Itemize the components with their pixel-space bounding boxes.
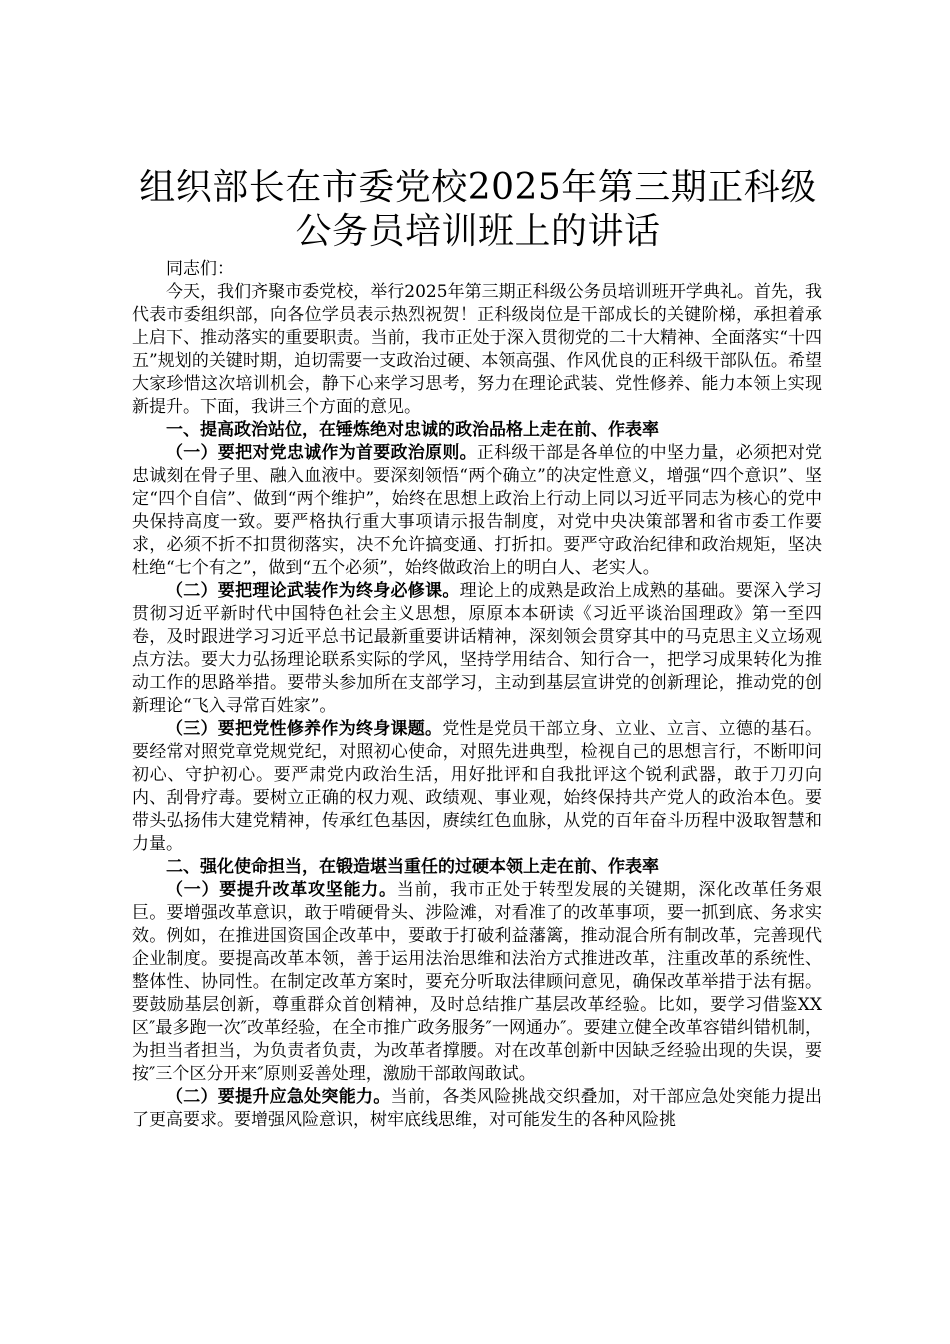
paragraph-text: 当前，各类风险挑战交织叠加，对干部应急处突能力提出了更高要求。要增强风险意识，树牢底线思维，对可能发生的各种风险挑 bbox=[132, 1087, 823, 1130]
section-1-heading: 一、提高政治站位，在锤炼绝对忠诚的政治品格上走在前、作表率 bbox=[166, 420, 659, 440]
document-body bbox=[132, 258, 822, 1132]
section-1-paragraph-3 bbox=[132, 718, 822, 856]
section-1-paragraph-1 bbox=[132, 442, 822, 580]
paragraph-text: 党性是党员干部立身、立业、立言、立德的基石。要经常对照党章党规党纪，对照初心使命，对照先进典型，检视自己的思想言行，不断叩问初心、守护初心。要严肃党内政治生活，用好批评和自我批评这个锐利武器，敢于刀刃向内、刮骨疗毒。要树立正确的权力观、政绩观、事业观，始终保持共产党人的政治本色。要带头弘扬伟大建党精神，传承红色基因，赓续红色血脉，从党的百年奋斗历程中汲取智慧和力量。 bbox=[132, 719, 823, 854]
paragraph-lead: （一）要把对党忠诚作为首要政治原则。 bbox=[166, 443, 477, 463]
intro-paragraph: 今天，我们齐聚市委党校，举行2025年第三期正科级公务员培训班开学典礼。首先，我代表市委组织部，向各位学员表示热烈祝贺！正科级岗位是干部成长的关键阶梯，承担着承上启下、推动落实的重要职责。当前，我市正处于深入贯彻党的二十大精神、全面落实“十四五”规划的关键时期，迫切需要一支政治过硬、本领高强、作风优良的正科级干部队伍。希望大家珍惜这次培训机会，静下心来学习思考，努力在理论武装、党性修养、能力本领上实现新提升。下面，我讲三个方面的意见。 bbox=[132, 282, 822, 417]
section-1-paragraph-2 bbox=[132, 580, 822, 718]
paragraph-lead: （二）要提升应急处突能力。 bbox=[166, 1087, 391, 1107]
document-title: 组织部长在市委党校2025年第三期正科级公务员培训班上的讲话 bbox=[139, 167, 817, 252]
paragraph-lead: （三）要把党性修养作为终身课题。 bbox=[166, 719, 443, 739]
paragraph-text: 理论上的成熟是政治上成熟的基础。要深入学习贯彻习近平新时代中国特色社会主义思想，原原本本研读《习近平谈治国理政》第一至四卷，及时跟进学习习近平总书记最新重要讲话精神，深刻领会贯穿其中的马克思主义立场观点方法。要大力弘扬理论联系实际的学风，坚持学用结合、知行合一，把学习成果转化为推动工作的思路举措。要带头参加所在支部学习，主动到基层宣讲党的创新理论，推动党的创新理论“飞入寻常百姓家”。 bbox=[132, 581, 822, 716]
paragraph-lead: （二）要把理论武装作为终身必修课。 bbox=[166, 581, 460, 601]
salutation: 同志们： bbox=[166, 259, 234, 279]
section-2-paragraph-2 bbox=[132, 1086, 822, 1132]
paragraph-lead: （一）要提升改革攻坚能力。 bbox=[166, 880, 397, 900]
section-2-heading: 二、强化使命担当，在锻造堪当重任的过硬本领上走在前、作表率 bbox=[166, 857, 659, 877]
section-2-paragraph-1 bbox=[132, 879, 822, 1086]
paragraph-text: 当前，我市正处于转型发展的关键期，深化改革任务艰巨。要增强改革意识，敢于啃硬骨头、涉险滩，对看准了的改革事项，要一抓到底、务求实效。例如，在推进国资国企改革中，要敢于打破利益藩篱，推动混合所有制改革，完善现代企业制度。要提高改革本领，善于运用法治思维和法治方式推进改革，注重改革的系统性、整体性、协同性。在制定改革方案时，要充分听取法律顾问意见，确保改革举措于法有据。要鼓励基层创新，尊重群众首创精神，及时总结推广基层改革经验。比如，要学习借鉴XX区″最多跑一次″改革经验，在全市推广政务服务″一网通办″。要建立健全改革容错纠错机制，为担当者担当，为负责者负责，为改革者撑腰。对在改革创新中因缺乏经验出现的失误，要按″三个区分开来″原则妥善处理，激励干部敢闯敢试。 bbox=[132, 880, 822, 1084]
paragraph-text: 正科级干部是各单位的中坚力量，必须把对党忠诚刻在骨子里、融入血液中。要深刻领悟“两个确立”的决定性意义，增强“四个意识”、坚定“四个自信”、做到“两个维护”，始终在思想上政治上行动上同以习近平同志为核心的党中央保持高度一致。要严格执行重大事项请示报告制度，对党中央决策部署和省市委工作要求，必须不折不扣贯彻落实，决不允许搞变通、打折扣。要严守政治纪律和政治规矩，坚决杜绝“七个有之”，做到“五个必须”，始终做政治上的明白人、老实人。 bbox=[132, 443, 823, 578]
